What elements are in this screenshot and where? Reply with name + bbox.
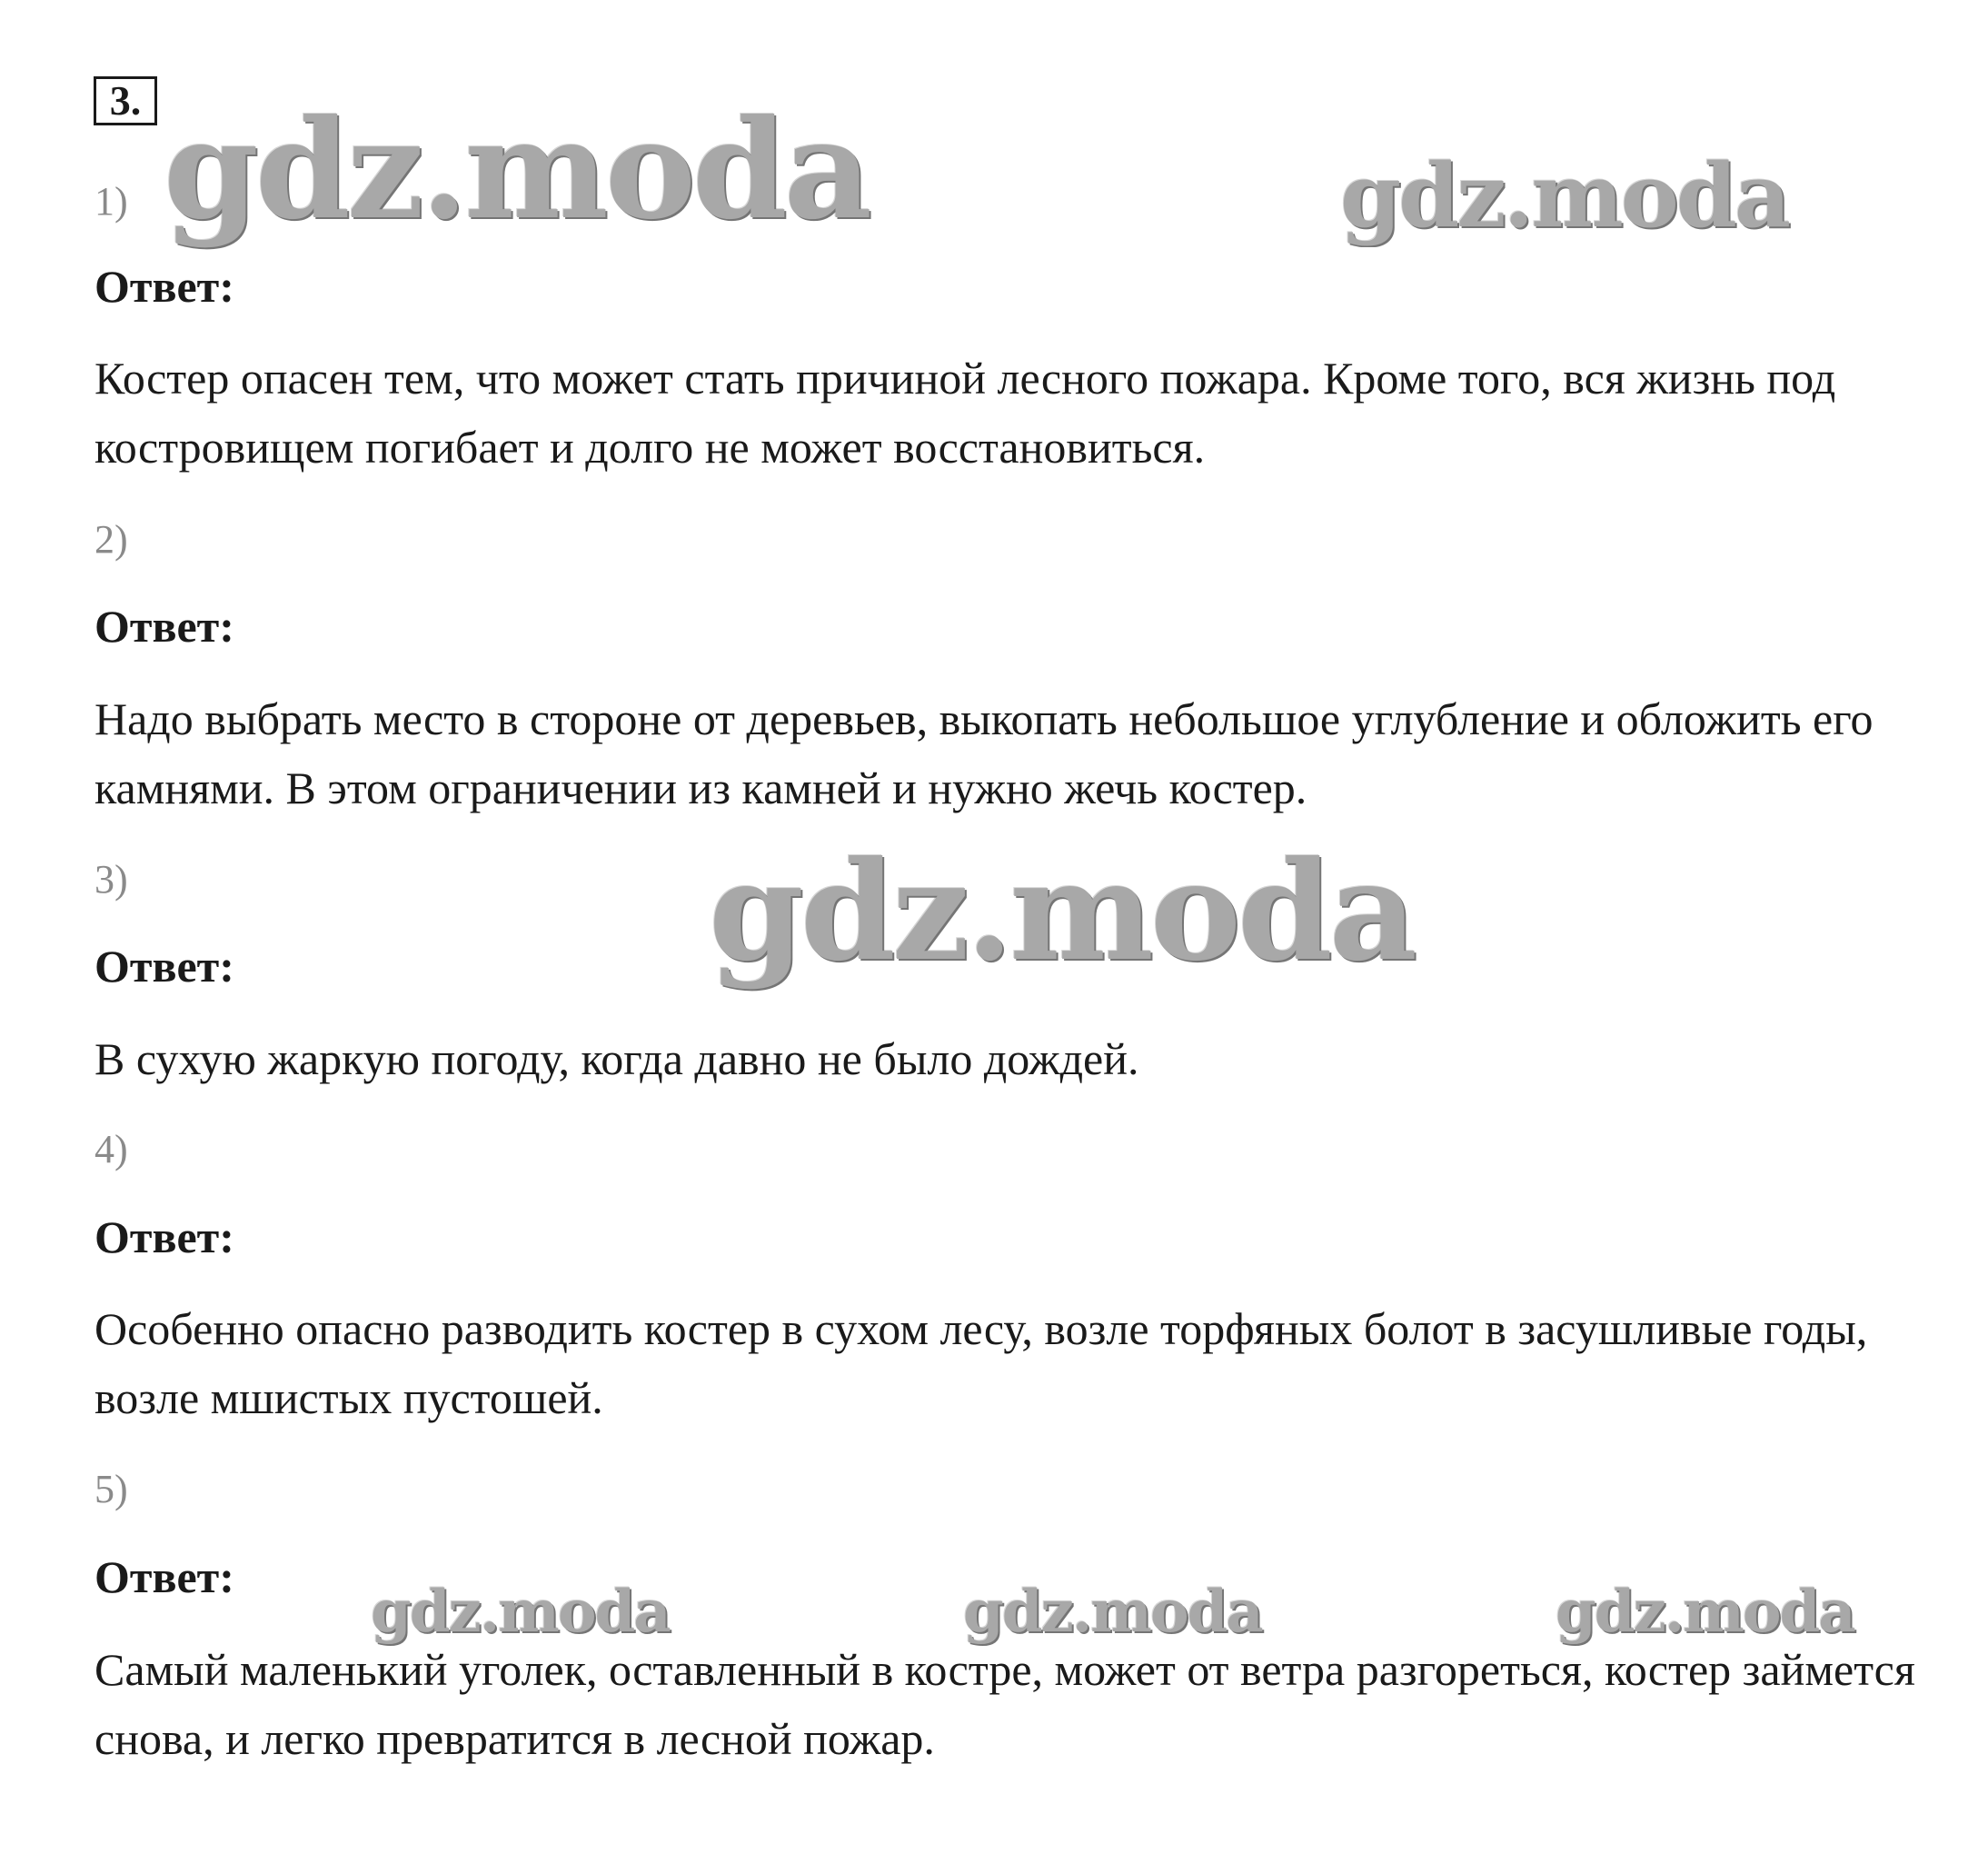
item-number-4: 4) <box>94 1127 128 1171</box>
answer-text-1: Костер опасен тем, что может стать причиной лесного пожара. Кроме того, вся жизнь под костровищем погибает и долго не может восстановиться. <box>94 353 1836 473</box>
item-number-5: 5) <box>94 1467 128 1511</box>
answer-text-5: Самый маленький уголек, оставленный в костре, может от ветра разгореться, костер займется снова, и легко превратится в лесной пожар. <box>94 1644 1915 1764</box>
answer-label-2: Ответ: <box>94 601 234 652</box>
answer-text-4: Особенно опасно разводить костер в сухом лесу, возле торфяных болот в засушливые годы, возле мшистых пустошей. <box>94 1303 1868 1423</box>
watermark-logo: gdz.moda <box>709 832 1415 992</box>
answer-label-3: Ответ: <box>94 941 234 992</box>
answer-text-2: Надо выбрать место в стороне от деревьев, выкопать небольшое углубление и обложить его камнями. В этом ограничении из камней и нужно жечь костер. <box>94 693 1874 813</box>
watermark-logo: gdz.moda <box>1556 1578 1854 1646</box>
answer-text-3: В сухую жаркую погоду, когда давно не было дождей. <box>94 1033 1139 1084</box>
answer-label-5: Ответ: <box>94 1551 234 1602</box>
item-number-2: 2) <box>94 517 128 562</box>
task-number: 3. <box>94 76 157 125</box>
answer-label-1: Ответ: <box>94 261 234 312</box>
watermark-logo: gdz.moda <box>164 90 870 250</box>
answer-label-4: Ответ: <box>94 1211 234 1262</box>
watermark-logo: gdz.moda <box>371 1578 670 1646</box>
watermark-logo: gdz.moda <box>963 1578 1262 1646</box>
item-number-1: 1) <box>94 179 128 224</box>
watermark-logo: gdz.moda <box>1340 145 1789 247</box>
item-number-3: 3) <box>94 857 128 902</box>
